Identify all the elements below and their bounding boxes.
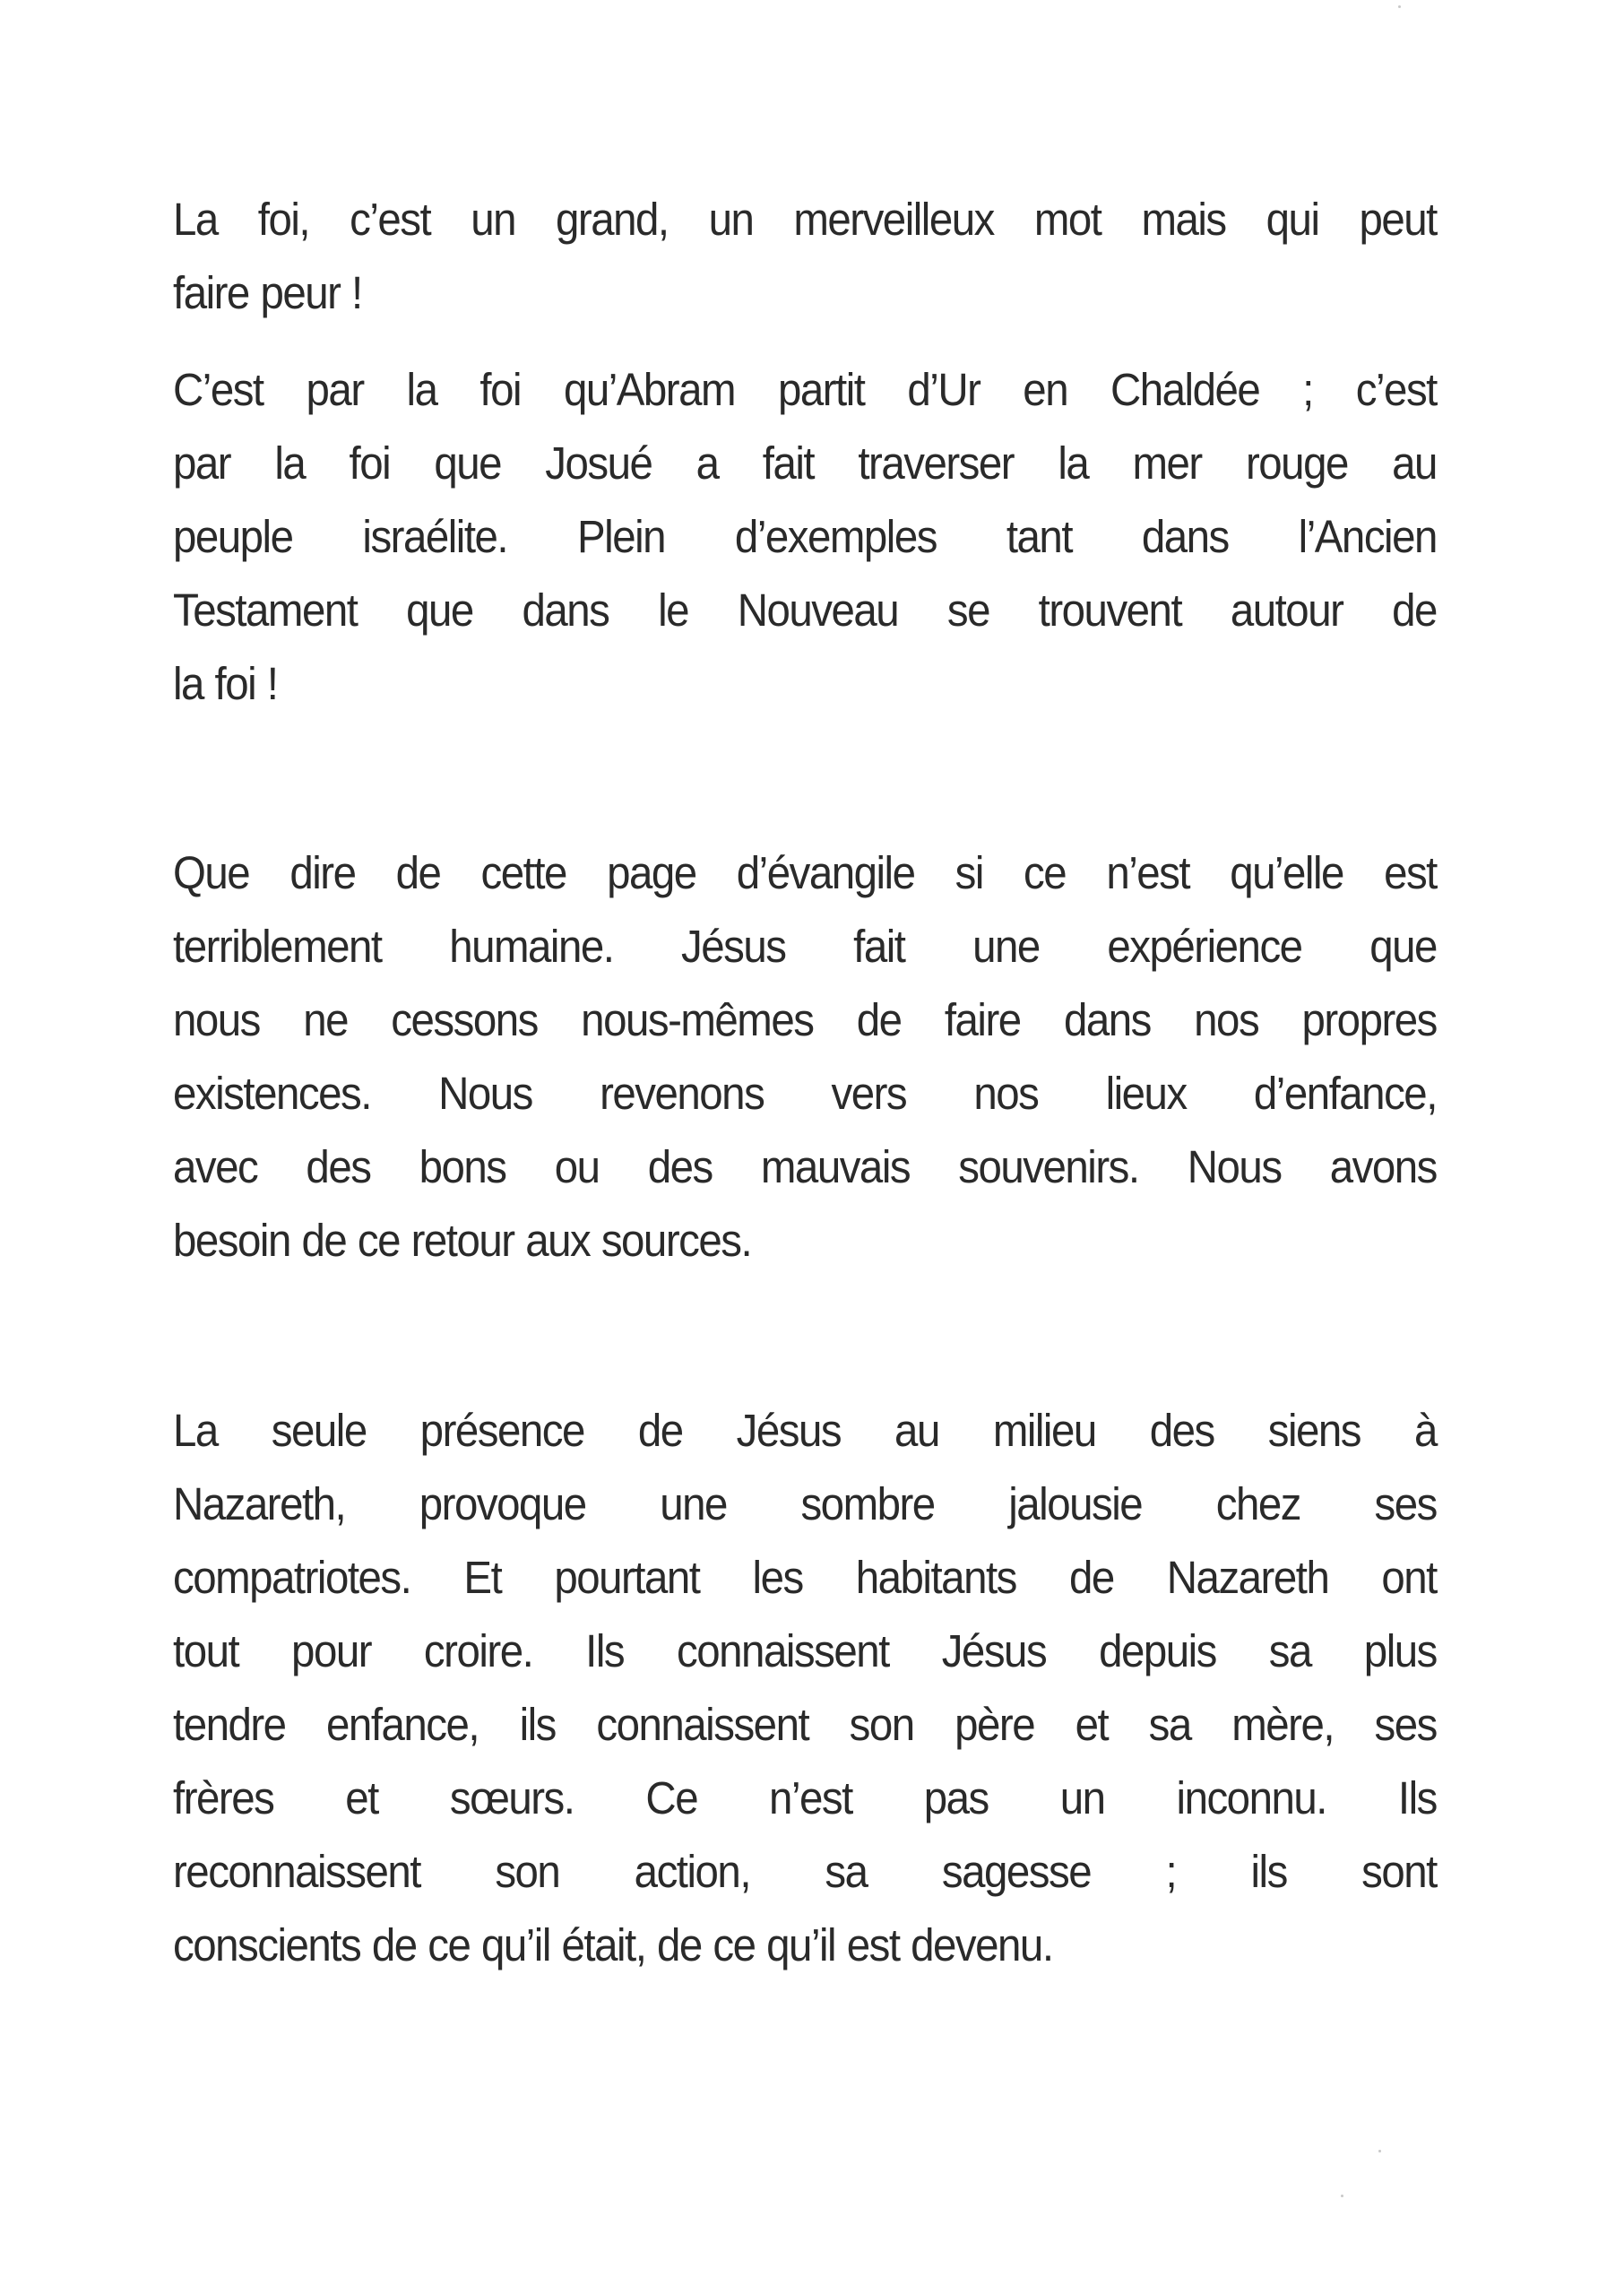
- scan-speck: [1341, 2195, 1343, 2197]
- text-line: terriblement humaine. Jésus fait une expérience que: [173, 921, 1437, 972]
- text-line: conscients de ce qu’il était, de ce qu’il est devenu.: [173, 1919, 1053, 1970]
- scan-speck: [1378, 2150, 1381, 2152]
- text-line: par la foi que Josué a fait traverser la mer rouge au: [173, 437, 1437, 489]
- text-line: frères et sœurs. Ce n’est pas un inconnu. Ils: [173, 1772, 1437, 1823]
- text-line: avec des bons ou des mauvais souvenirs. Nous avons: [173, 1141, 1437, 1192]
- text-line: reconnaissent son action, sa sagesse ; ils sont: [173, 1846, 1437, 1897]
- text-line: tendre enfance, ils connaissent son père et sa mère, ses: [173, 1699, 1437, 1750]
- text-line: tout pour croire. Ils connaissent Jésus depuis sa plus: [173, 1625, 1437, 1676]
- paragraph-nazareth: [173, 1394, 1437, 1982]
- text-line: Que dire de cette page d’évangile si ce n’est qu’elle est: [173, 847, 1437, 898]
- text-line: faire peur !: [173, 267, 362, 318]
- text-line: Testament que dans le Nouveau se trouvent autour de: [173, 585, 1437, 636]
- text-line: Nazareth, provoque une sombre jalousie chez ses: [173, 1478, 1437, 1529]
- text-line: nous ne cessons nous-mêmes de faire dans nos propres: [173, 994, 1437, 1045]
- text-line: C’est par la foi qu’Abram partit d’Ur en Chaldée ; c’est: [173, 364, 1437, 415]
- text-line: la foi !: [173, 658, 278, 709]
- text-line: existences. Nous revenons vers nos lieux d’enfance,: [173, 1068, 1437, 1119]
- text-line: besoin de ce retour aux sources.: [173, 1215, 752, 1266]
- text-line: La foi, c’est un grand, un merveilleux mot mais qui peut: [173, 194, 1437, 245]
- text-line: La seule présence de Jésus au milieu des siens à: [173, 1405, 1437, 1456]
- text-line: peuple israélite. Plein d’exemples tant dans l’Ancien: [173, 511, 1437, 562]
- text-line: compatriotes. Et pourtant les habitants de Nazareth ont: [173, 1552, 1437, 1603]
- paragraph-faith-examples: [173, 353, 1437, 721]
- scan-speck: [1398, 5, 1401, 8]
- paragraph-gospel-page: [173, 836, 1437, 1277]
- paragraph-faith-intro: [173, 183, 1437, 330]
